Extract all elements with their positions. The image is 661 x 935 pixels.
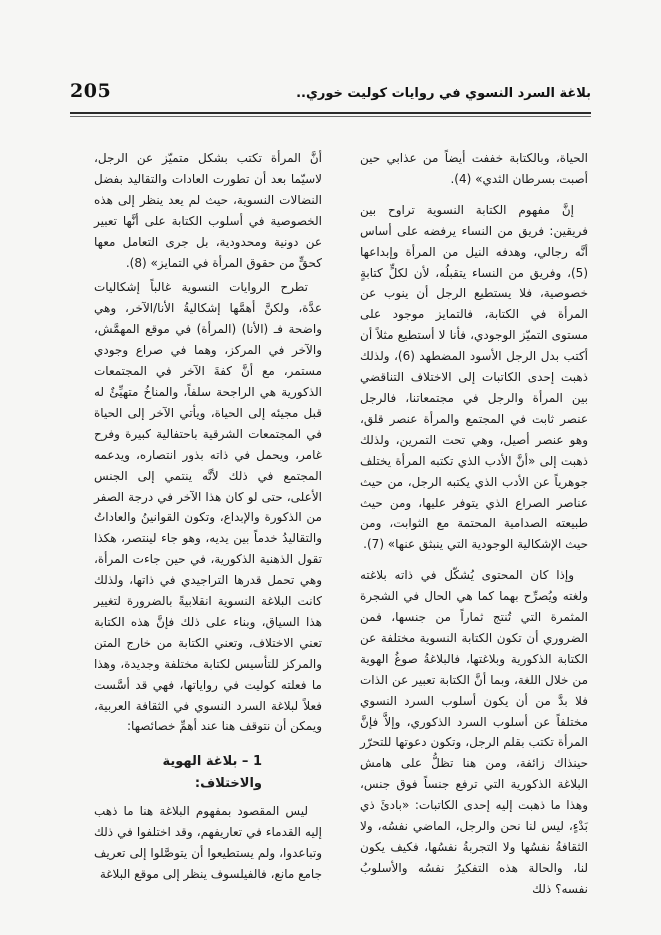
header-rule-thin (70, 116, 591, 117)
paragraph: وإذا كان المحتوى يُشكّل في ذاته بلاغته ولغته ويُصرِّح بهما كما هي الحال في الشجرة المثمرة التي تُنتج ثماراً من جنسها، فمن الضروري أن تكون الكتابة النسوية مختلفة عن الكتابة الذكورية وبلاغتها، فالبلاغةُ صوغُ الهوية من خلال اللغة، وبما أنَّ الكتابة تعبير عن الذات فلا بدَّ من أن يكون أسلوب السرد النسوي مختلفاً عن أسلوب السرد الذكوري، وإلاَّ فإنَّ المرأة تكتب بقلم الرجل، وتكون دعوتها للتحرّر حينذاك زائفة، ومن هنا تظلُّ على هامش البلاغة الذكورية التي ترفع جنساً فوق جنس، وهذا ما ذهبت إليه إحدى الكاتبات: «بادئَ ذي بَدْءٍ، ليس لنا نحن والرجل، الماضي نفسُه، ولا الثقافةُ نفسُها ولا التجربةُ نفسُها، فكيف يكون لنا، والحالة هذه التفكيرُ نفسُه والأسلوبُ نفسه؟ ذلك (360, 568, 588, 896)
paragraph: تطرح الروايات النسوية غالباً إشكاليات عدَّة، ولكنَّ أهمَّها إشكاليةُ الأنا/الآخر، وهي واضحة فـ (الأنا) (المرأة) في موقع المهمَّش، والآخر في المركز، وهما في صراع وجودي مستمر، مع أنَّ كفةَ الآخر في المجتمعات الذكورية هي الراجحة سلفاً، والمناخُ متهيِّئٌ له قبل مجيئه إلى الحياة، ويأتي الآخر إلى الحياة في المجتمعات الشرقية باحتفالية كبيرة وفرح غامر، ويحمل في ذاته بذور انتصاره، ويدعمه المجتمع في ذلك لأنَّه ينتمي إلى الجنس الأعلى، حتى لو كان هذا الآخر في درجة الصفر من الذكورة والإبداع، وتكون القوانينُ والعاداتُ والتقاليدُ خدماً بين يديه، وهو جاء لينتصر، هكذا تقول الذهنية الذكورية، في حين جاءت المرأة، وهي تحمل قدرها التراجيدي في ذاتها، ولذلك كانت البلاغة النسوية انقلابيةً بالضرورة لتغيير هذا السياق، وبناء على ذلك فإنَّ هذه الكتابة تعني الاختلاف، وتعني الكتابة من خارج المتن والمركز للتأسيس لكتابة مختلفة وجديدة، وهذا ما فعلته كوليت في رواياتها، فهي قد أسَّست فعلاً لبلاغة السرد النسوي في الثقافة العربية، ويمكن أن نتوقف هنا عند أهمِّ خصائصها: (94, 280, 322, 734)
header-rule (70, 112, 591, 114)
page-number: 205 (70, 80, 112, 102)
section-dash: – (241, 754, 249, 770)
left-column (94, 148, 322, 885)
section-number: 1 (252, 754, 262, 770)
right-column (360, 148, 588, 900)
paragraph: ليس المقصود بمفهوم البلاغة هنا ما ذهب إليه القدماء في تعاريفهم، وقد اختلفوا في ذلك وتباعدوا، ولم يستطيعوا أن يتوصَّلوا إلى تعريف جامع مانع، فالفيلسوف ينظر إلى موقع البلاغة (94, 804, 322, 882)
section-title: بلاغة الهوية والاختلاف: (162, 754, 262, 792)
running-head: بلاغة السرد النسوي في روايات كوليت خوري.. (296, 86, 591, 101)
paragraph: الحياة، وبالكتابة خففت أيضاً من عذابي حين أصبت بسرطان الثدي» (4). (360, 151, 588, 186)
section-heading (94, 751, 322, 795)
paragraph: إنَّ مفهوم الكتابة النسوية تراوح بين فريقين: فريق من النساء يرفضه على أساس أنَّه رجالي، وهدفه النيل من المرأة وإبداعها (5)، وفريق من النساء يتقبلُه، لأن لكلٍّ كتابةٍ خصوصية، فلا يستطيع الرجل أن ينوب عن المرأة في الكتابة، فالتمايز موجود على مستوى التميّز الوجودي، فأنا لا أستطيع مثلاً أن أكتب بدل الرجل الأسود المضطهد (6)، ولذلك ذهبت إحدى الكاتبات إلى الاختلاف التناقضي بين المرأة والرجل في مجتمعاتنا، فالرجل عنصر ثابت في المجتمع والمرأة عنصر قلق، وهو عنصر أصيل، وهي تحت التمرين، ولذلك ذهبت إلى «أنَّ الأدب الذي تكتبه المرأة يختلف جوهرياً عن الأدب الذي يكتبه الرجل، من حيث عناصر الصراع الذي يتوفر عليها، ومن حيث طبيعته الصدامية المحتمة مع الثوابت، ومن حيث الإشكالية الوجودية التي ينبثق عنها» (7). (360, 202, 588, 552)
page-header (70, 80, 591, 108)
paragraph: أنَّ المرأة تكتب بشكل متميّز عن الرجل، لاسيّما بعد أن تطورت العادات والتقاليد بفضل النضالات النسوية، حيث لم يعد ينظر إلى هذه الخصوصية في أسلوب الكتابة على أنَّها تعبير عن دونية ومحدودية، بل جرى التعامل معها كحقٍّ من حقوق المرأة في التمايز» (8). (94, 151, 322, 270)
